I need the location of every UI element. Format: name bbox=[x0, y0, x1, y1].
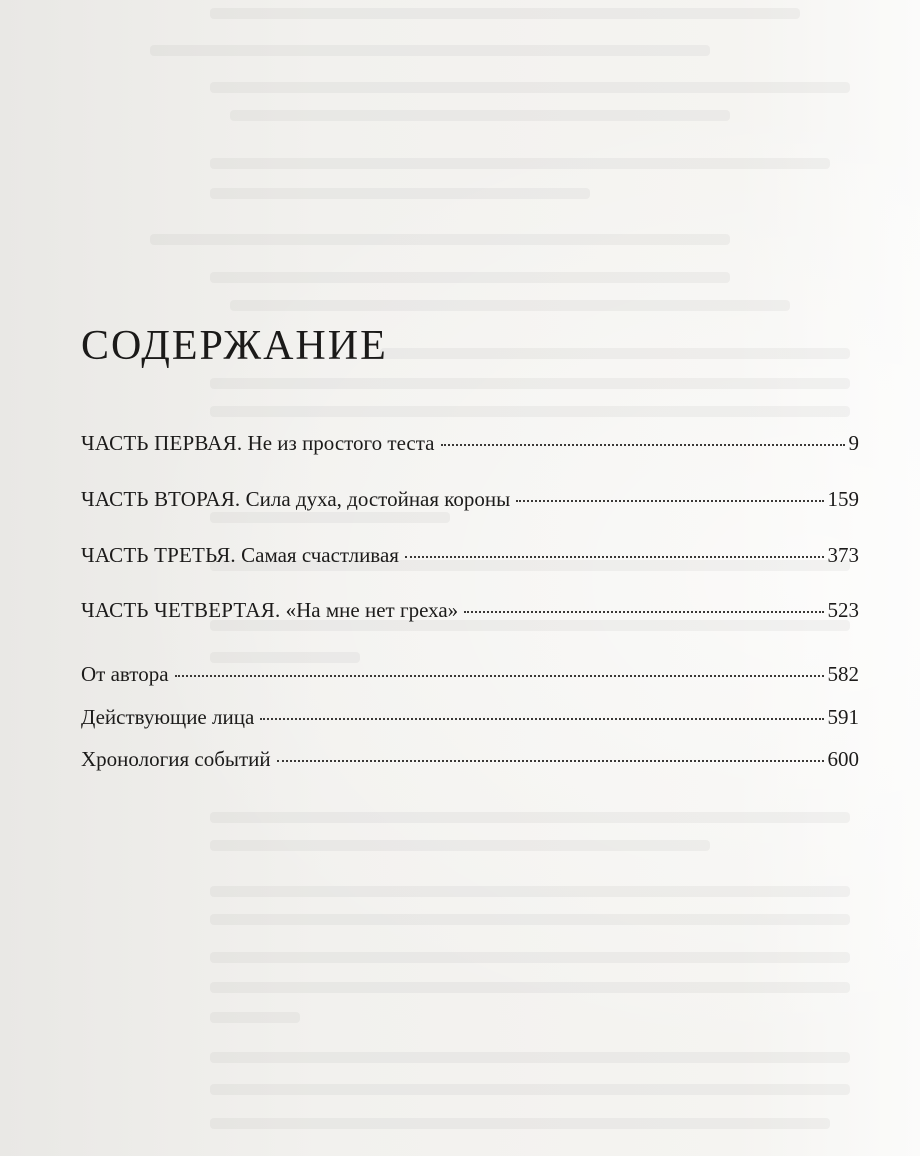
part-title: Сила духа, достойная короны bbox=[245, 487, 511, 511]
contents-heading: СОДЕРЖАНИЕ bbox=[81, 323, 388, 369]
toc-entry-chronology[interactable] bbox=[81, 746, 859, 772]
toc-entry-author[interactable] bbox=[81, 661, 859, 687]
entry-title: Действующие лица bbox=[81, 705, 255, 729]
page-number: 523 bbox=[827, 598, 859, 622]
page-number: 9 bbox=[848, 431, 859, 455]
toc-entry-part-3[interactable] bbox=[81, 542, 859, 568]
part-title: Не из простого теста bbox=[247, 431, 435, 455]
page-number: 159 bbox=[827, 487, 859, 511]
dot-leader bbox=[516, 500, 823, 502]
page-number: 373 bbox=[827, 543, 859, 567]
dot-leader bbox=[405, 556, 824, 558]
toc-entry-part-2[interactable] bbox=[81, 486, 859, 512]
dot-leader bbox=[277, 760, 824, 762]
dot-leader bbox=[175, 675, 824, 677]
part-prefix: ЧАСТЬ ЧЕТВЕРТАЯ. bbox=[81, 598, 281, 622]
part-title: «На мне нет греха» bbox=[285, 598, 459, 622]
part-prefix: ЧАСТЬ ВТОРАЯ. bbox=[81, 487, 241, 511]
page-number: 591 bbox=[827, 705, 859, 729]
part-prefix: ЧАСТЬ ТРЕТЬЯ. bbox=[81, 543, 236, 567]
toc-entry-characters[interactable] bbox=[81, 704, 859, 730]
page-number: 582 bbox=[827, 662, 859, 686]
page-number: 600 bbox=[827, 747, 859, 771]
dot-leader bbox=[441, 444, 845, 446]
part-title: Самая счастливая bbox=[241, 543, 399, 567]
part-prefix: ЧАСТЬ ПЕРВАЯ. bbox=[81, 431, 243, 455]
dot-leader bbox=[260, 718, 823, 720]
entry-title: От автора bbox=[81, 662, 169, 686]
toc-entry-part-4[interactable] bbox=[81, 597, 859, 623]
toc-entry-part-1[interactable] bbox=[81, 430, 859, 456]
dot-leader bbox=[464, 611, 823, 613]
entry-title: Хронология событий bbox=[81, 747, 271, 771]
